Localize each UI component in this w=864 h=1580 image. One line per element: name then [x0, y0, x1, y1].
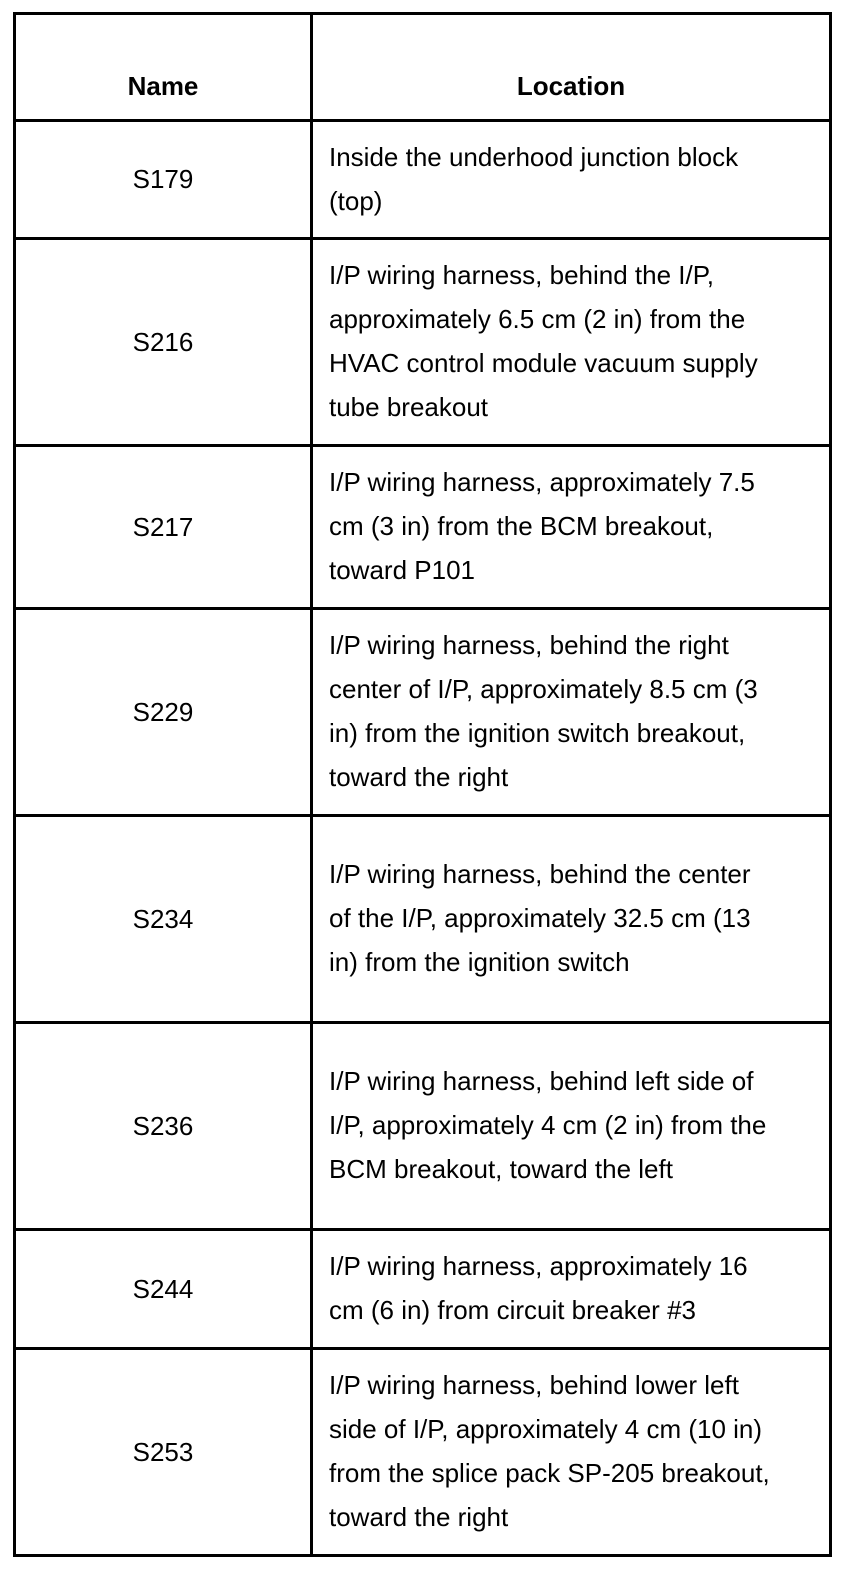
splice-location-table: [13, 12, 832, 1557]
column-header-location: Location: [312, 14, 831, 121]
splice-name-cell: S217: [15, 446, 312, 609]
splice-location-cell: I/P wiring harness, behind lower left side of I/P, approximately 4 cm (10 in) from the splice pack SP-205 breakout, toward the right: [312, 1349, 831, 1556]
splice-location-cell: I/P wiring harness, behind the I/P, approximately 6.5 cm (2 in) from the HVAC control module vacuum supply tube breakout: [312, 239, 831, 446]
splice-name-cell: S236: [15, 1023, 312, 1230]
table-row: [15, 609, 831, 816]
table-header-row: [15, 14, 831, 121]
splice-location-cell: I/P wiring harness, behind the center of the I/P, approximately 32.5 cm (13 in) from the ignition switch: [312, 816, 831, 1023]
splice-name-cell: S179: [15, 121, 312, 239]
splice-name-cell: S244: [15, 1230, 312, 1349]
table-row: [15, 1230, 831, 1349]
splice-location-cell: I/P wiring harness, approximately 16 cm (6 in) from circuit breaker #3: [312, 1230, 831, 1349]
table-row: [15, 239, 831, 446]
table-row: [15, 1023, 831, 1230]
splice-name-cell: S253: [15, 1349, 312, 1556]
splice-location-cell: I/P wiring harness, approximately 7.5 cm (3 in) from the BCM breakout, toward P101: [312, 446, 831, 609]
table-row: [15, 816, 831, 1023]
splice-name-cell: S229: [15, 609, 312, 816]
splice-location-cell: I/P wiring harness, behind left side of I/P, approximately 4 cm (2 in) from the BCM breakout, toward the left: [312, 1023, 831, 1230]
splice-location-cell: I/P wiring harness, behind the right center of I/P, approximately 8.5 cm (3 in) from the ignition switch breakout, toward the right: [312, 609, 831, 816]
table-row: [15, 446, 831, 609]
table-row: [15, 121, 831, 239]
splice-name-cell: S234: [15, 816, 312, 1023]
splice-name-cell: S216: [15, 239, 312, 446]
column-header-name: Name: [15, 14, 312, 121]
table-row: [15, 1349, 831, 1556]
splice-location-cell: Inside the underhood junction block (top): [312, 121, 831, 239]
